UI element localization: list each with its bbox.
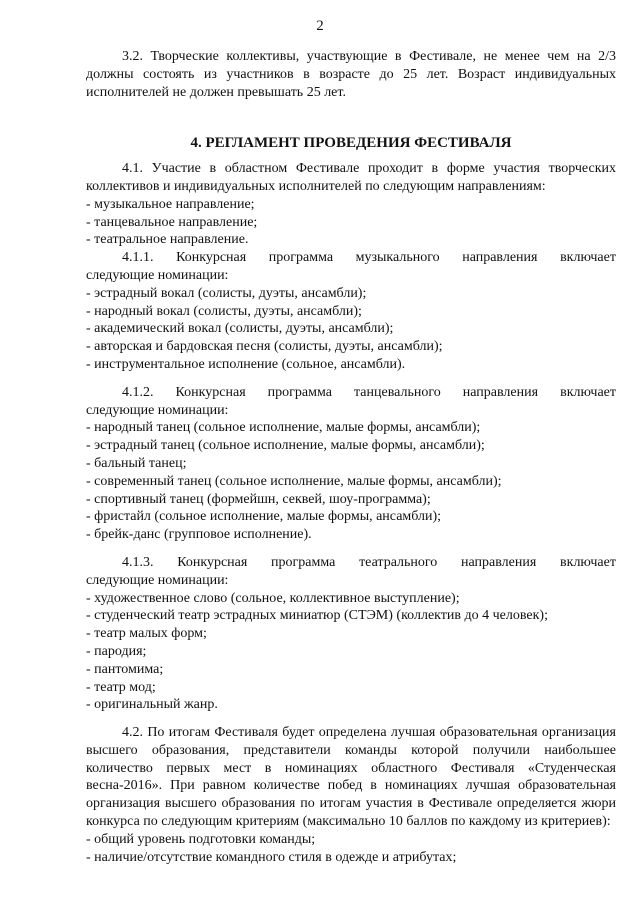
- document-body: [86, 48, 616, 866]
- list-item: - современный танец (сольное исполнение, малые формы, ансамбли);: [86, 473, 502, 489]
- list-4-1: [86, 196, 616, 249]
- list-item: - инструментальное исполнение (сольное, ансамбли).: [86, 356, 406, 372]
- paragraph-4-1-3-line1: [86, 554, 616, 572]
- list-4-2: [86, 831, 616, 867]
- list-4-1-2: [86, 419, 616, 544]
- paragraph-3-2: 3.2. Творческие коллективы, участвующие в Фестивале, не менее чем на 2/3 должны состоять из участников в возрасте до 25 лет. Возраст индивидуальных исполнителей не должен превышать 25 лет.: [86, 49, 616, 100]
- list-item: - общий уровень подготовки команды;: [86, 831, 316, 847]
- list-item: - музыкальное направление;: [86, 196, 255, 212]
- list-item: - фристайл (сольное исполнение, малые формы, ансамбли);: [86, 509, 442, 525]
- list-item: - спортивный танец (формейшн, секвей, шоу-программа);: [86, 491, 431, 507]
- section-heading: 4. РЕГЛАМЕНТ ПРОВЕДЕНИЯ ФЕСТИВАЛЯ: [190, 135, 512, 152]
- list-item: - театр мод;: [86, 679, 156, 695]
- word: Конкурсная: [175, 384, 246, 400]
- word: программа: [271, 554, 336, 570]
- paragraph-4-1-1-line2: следующие номинации:: [86, 267, 229, 283]
- word: направления: [462, 384, 539, 400]
- list-item: - художественное слово (сольное, коллективное выступление);: [86, 590, 460, 606]
- list-item: - пародия;: [86, 643, 147, 659]
- word: направления: [462, 250, 538, 266]
- list-item: - наличие/отсутствие командного стиля в одежде и атрибутах;: [86, 849, 457, 865]
- list-item: - танцевальное направление;: [86, 214, 258, 230]
- paragraph-4-1-2-line1: [86, 384, 616, 402]
- list-item: - студенческий театр эстрадных миниатюр (СТЭМ) (коллектив до 4 человек);: [86, 608, 548, 624]
- word: программа: [267, 384, 332, 400]
- word: включает: [560, 250, 616, 266]
- list-item: - брейк-данс (групповое исполнение).: [86, 527, 312, 543]
- list-item: - бальный танец;: [86, 455, 187, 471]
- word: танцевального: [354, 384, 441, 400]
- word: 4.1.3.: [122, 554, 154, 570]
- list-item: - народный вокал (солисты, дуэты, ансамбли);: [86, 303, 362, 319]
- paragraph-4-1-2-line2: следующие номинации:: [86, 402, 229, 418]
- list-item: - академический вокал (солисты, дуэты, ансамбли);: [86, 321, 394, 337]
- list-item: - народный танец (сольное исполнение, малые формы, ансамбли);: [86, 420, 481, 436]
- word: театрального: [359, 554, 438, 570]
- paragraph-4-2: 4.2. По итогам Фестиваля будет определена лучшая образовательная организация высшего образования, представители команды которой получили наибольшее количество первых мест в номинациях областного Фестиваля «Студенческая весна-2016». При равном количестве побед в номинациях лучшая образовательная организация высшего образования по итогам участия в Фестивале определяется жюри конкурса по следующим критериям (максимально 10 баллов по каждому из критериев):: [86, 725, 616, 830]
- list-item: - пантомима;: [86, 661, 164, 677]
- list-item: - авторская и бардовская песня (солисты, дуэты, ансамбли);: [86, 339, 443, 355]
- page-number: 2: [316, 18, 324, 34]
- list-item: - театральное направление.: [86, 232, 249, 248]
- paragraph-4-1: 4.1. Участие в областном Фестивале проходит в форме участия творческих коллективов и индивидуальных исполнителей по следующим направлениям:: [86, 161, 616, 194]
- list-item: - театр малых форм;: [86, 626, 207, 642]
- list-item: - эстрадный танец (сольное исполнение, малые формы, ансамбли);: [86, 438, 485, 454]
- list-4-1-3: [86, 590, 616, 715]
- paragraph-4-1-3-line2: следующие номинации:: [86, 572, 229, 588]
- list-item: - эстрадный вокал (солисты, дуэты, ансамбли);: [86, 285, 367, 301]
- list-4-1-1: [86, 285, 616, 374]
- word: включает: [560, 384, 616, 400]
- word: включает: [560, 554, 616, 570]
- word: музыкального: [355, 250, 440, 266]
- word: 4.1.1.: [122, 250, 154, 266]
- word: программа: [268, 250, 334, 266]
- word: направления: [461, 554, 537, 570]
- list-item: - оригинальный жанр.: [86, 697, 218, 713]
- word: 4.1.2.: [122, 384, 154, 400]
- word: Конкурсная: [177, 554, 248, 570]
- word: Конкурсная: [176, 250, 247, 266]
- paragraph-4-1-1-line1: [86, 249, 616, 267]
